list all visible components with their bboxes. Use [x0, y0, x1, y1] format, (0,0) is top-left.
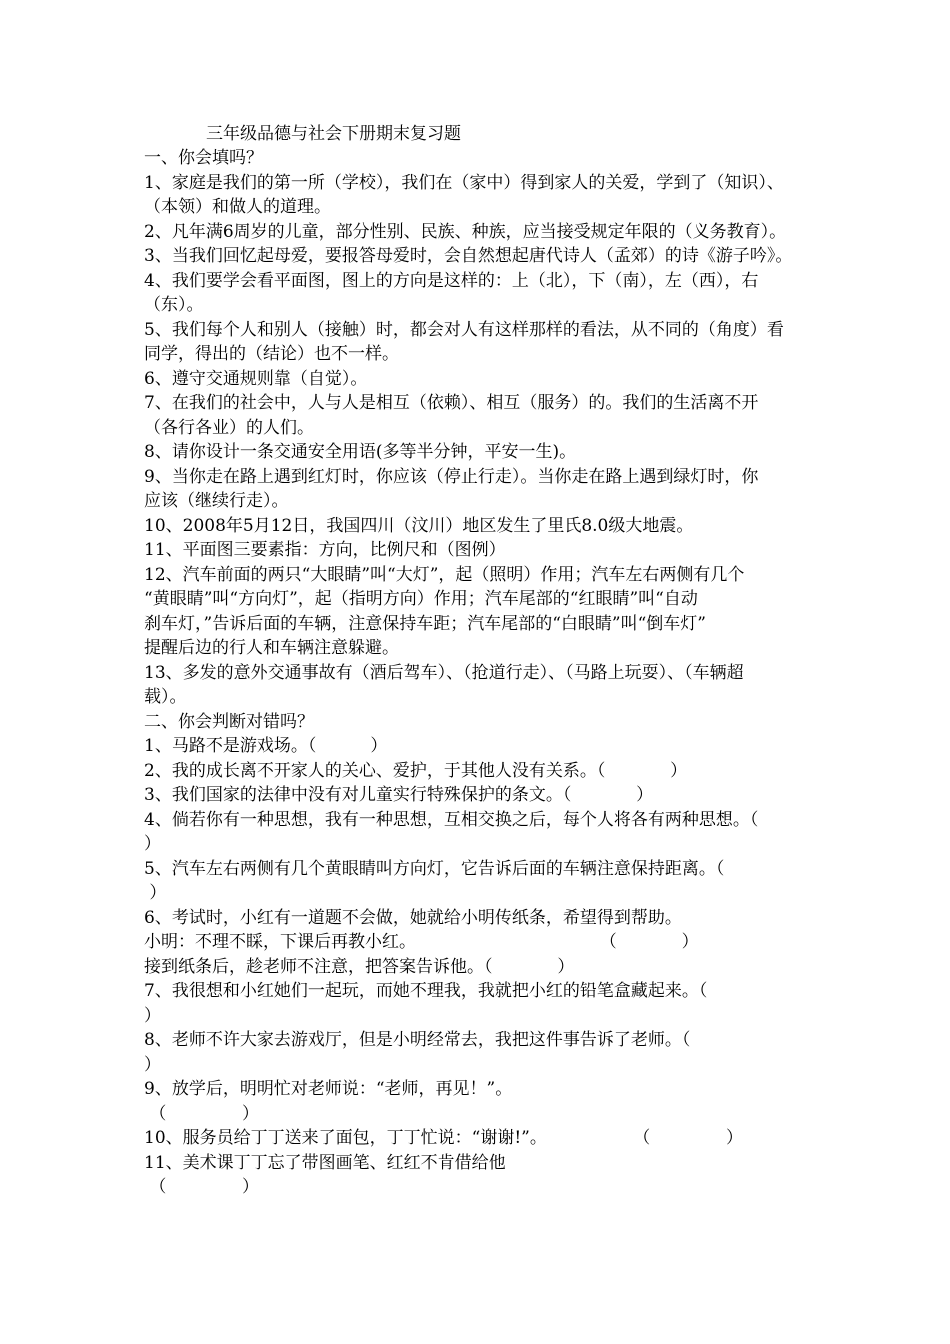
- text-line: 5、我们每个人和别人（接触）时，都会对人有这样那样的看法，从不同的（角度）看: [144, 319, 784, 340]
- text-line: 12、汽车前面的两只“大眼睛”叫“大灯”，起（照明）作用；汽车左右两侧有几个: [144, 564, 745, 585]
- text-line: 2、我的成长离不开家人的关心、爱护，于其他人没有关系。（ ）: [144, 760, 688, 781]
- text-line: 小明：不理不睬，下课后再教小红。 （ ）: [144, 932, 699, 952]
- text-line: 6、考试时，小红有一道题不会做，她就给小明传纸条，希望得到帮助。: [144, 907, 682, 928]
- text-line: 提醒后边的行人和车辆注意躲避。: [144, 638, 399, 658]
- text-line: 11、平面图三要素指：方向，比例尺和（图例）: [144, 540, 506, 560]
- text-line: 应该（继续行走）。: [144, 491, 289, 511]
- text-line: （ ）: [144, 1103, 260, 1124]
- text-line: 8、老师不许大家去游戏厅，但是小明经常去，我把这件事告诉了老师。（: [144, 1030, 691, 1050]
- text-line: ）: [144, 1054, 161, 1075]
- text-line: 接到纸条后，趁老师不注意，把答案告诉他。（ ）: [144, 956, 575, 977]
- text-line: （ ）: [144, 1177, 260, 1197]
- text-line: 10、2008年5月12日，我国四川（汶川）地区发生了里氏8.0级大地震。: [144, 515, 694, 536]
- document-title: 三年级品德与社会下册期末复习题: [206, 124, 461, 144]
- text-line: 3、我们国家的法律中没有对儿童实行特殊保护的条文。（ ）: [144, 785, 654, 805]
- text-line: 7、在我们的社会中，人与人是相互（依赖）、相互（服务）的。我们的生活离不开: [144, 393, 759, 413]
- text-line: “黄眼睛”叫“方向灯”，起（指明方向）作用；汽车尾部的“红眼睛”叫“自动: [144, 589, 698, 609]
- text-line: 4、我们要学会看平面图，图上的方向是这样的：上（北），下（南），左（西），右: [144, 270, 759, 291]
- text-line: 载）。: [144, 687, 187, 707]
- text-line: ）: [144, 834, 161, 854]
- text-line: （本领）和做人的道理。: [144, 197, 331, 217]
- text-line: 4、倘若你有一种思想，我有一种思想，互相交换之后，每个人将各有两种思想。（: [144, 809, 759, 830]
- text-line: 3、当我们回忆起母爱，要报答母爱时，会自然想起唐代诗人（孟郊）的诗《游子吟》。: [144, 246, 793, 266]
- text-line: 9、当你走在路上遇到红灯时，你应该（停止行走）。当你走在路上遇到绿灯时，你: [144, 466, 759, 487]
- text-line: （东）。: [144, 295, 204, 315]
- text-line: 1、家庭是我们的第一所（学校），我们在（家中）得到家人的关爱，学到了（知识）、: [144, 172, 784, 193]
- text-line: ）: [144, 1005, 161, 1026]
- text-line: （各行各业）的人们。: [144, 417, 314, 438]
- text-line: 同学，得出的（结论）也不一样。: [144, 344, 399, 364]
- text-line: 刹车灯，”告诉后面的车辆，注意保持车距；汽车尾部的“白眼睛”叫“倒车灯”: [144, 613, 706, 634]
- text-line: 8、请你设计一条交通安全用语(多等半分钟，平安一生)。: [144, 442, 577, 462]
- text-line: 一、你会填吗？: [144, 148, 263, 168]
- text-line: 7、我很想和小红她们一起玩，而她不理我，我就把小红的铅笔盒藏起来。（: [144, 981, 708, 1001]
- text-line: 9、放学后，明明忙对老师说：“老师，再见！”。: [144, 1079, 513, 1099]
- text-line: 10、服务员给丁丁送来了面包，丁丁忙说：“谢谢!”。 （ ）: [144, 1128, 743, 1148]
- text-line: 11、美术课丁丁忘了带图画笔、红红不肯借给他: [144, 1152, 506, 1173]
- text-line: 二、你会判断对错吗？: [144, 711, 314, 732]
- document-page: [144, 122, 814, 1200]
- text-line: 2、凡年满6周岁的儿童，部分性别、民族、种族，应当接受规定年限的（义务教育）。: [144, 221, 787, 242]
- text-line: 5、汽车左右两侧有几个黄眼睛叫方向灯，它告诉后面的车辆注意保持距离。（: [144, 858, 725, 879]
- document-body: [144, 146, 814, 1200]
- text-line: 6、遵守交通规则靠（自觉）。: [144, 368, 368, 389]
- text-line: ）: [144, 883, 167, 903]
- text-line: 13、多发的意外交通事故有（酒后驾车）、（抢道行走）、（马路上玩耍）、（车辆超: [144, 662, 744, 683]
- text-line: 1、马路不是游戏场。（ ）: [144, 736, 388, 756]
